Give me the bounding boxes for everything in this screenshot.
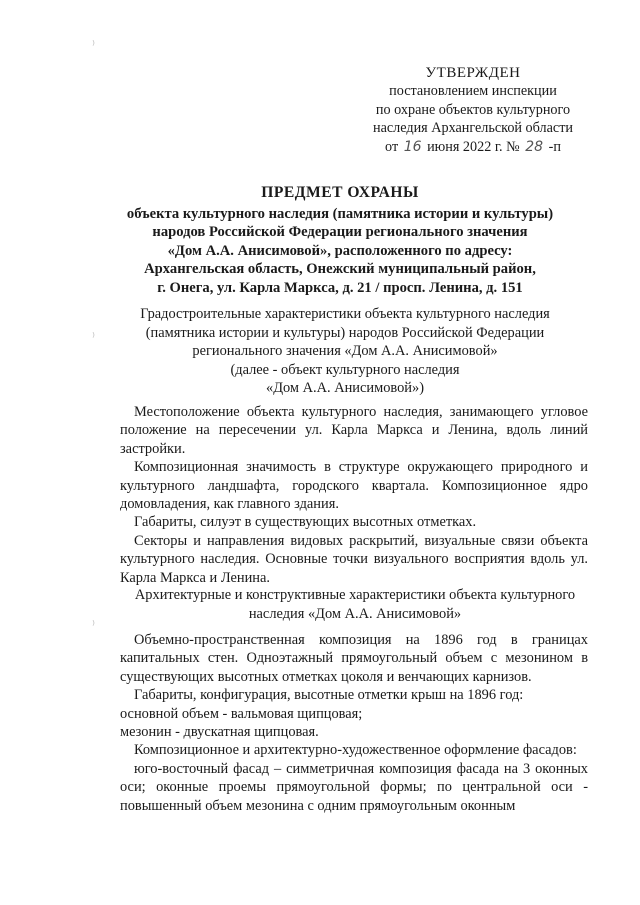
- title-main: ПРЕДМЕТ ОХРАНЫ: [261, 184, 419, 201]
- approval-line: по охране объектов культурного: [375, 101, 571, 118]
- paragraph: Секторы и направления видовых раскрытий, визуальные связи объекта культурного наследия. Основные точки визуального восприятия вдоль ул. Карла Маркса и Ленина.: [120, 532, 588, 586]
- date-middle: июня 2022 г. №: [427, 138, 520, 155]
- approval-heading: УТВЕРЖДЕН: [425, 65, 521, 81]
- title-line: «Дом А.А. Анисимовой», расположенного по адресу:: [167, 242, 513, 259]
- paragraph: мезонин - двускатная щипцовая.: [120, 724, 319, 741]
- approval-block: [358, 64, 588, 156]
- paragraph: Габариты, силуэт в существующих высотных отметках.: [134, 514, 477, 531]
- paragraph: Объемно-пространственная композиция на 1896 год в границах капитальных стен. Одноэтажный прямоугольный объем с мезонином в существующих высотных отметках цоколя и венчающих карнизов.: [120, 632, 588, 685]
- section-line: регионального значения «Дом А.А. Анисимовой»: [192, 343, 498, 360]
- section-heading-urban: [110, 305, 580, 398]
- section-line: Градостроительные характеристики объекта культурного наследия: [140, 306, 550, 322]
- paragraph: основной объем - вальмовая щипцовая;: [120, 705, 363, 722]
- paragraph: Композиционная значимость в структуре окружающего природного и культурного ландшафта, городского квартала. Композиционное ядро домовладения, как главного здания.: [120, 459, 588, 513]
- section-line: (далее - объект культурного наследия: [230, 361, 460, 378]
- scan-mark: ⁾: [92, 618, 95, 632]
- date-suffix: -п: [548, 138, 561, 155]
- paragraph: Композиционное и архитектурно-художественное оформление фасадов:: [134, 742, 577, 759]
- approval-line: наследия Архангельской области: [372, 120, 573, 137]
- handwritten-number: 28: [525, 138, 544, 155]
- section-line: Архитектурные и конструктивные характеристики объекта культурного: [134, 587, 576, 603]
- paragraph: Местоположение объекта культурного наследия, занимающего угловое положение на пересечении ул. Карла Маркса и Ленина, вдоль линий застройки.: [120, 404, 588, 457]
- paragraph: Габариты, конфигурация, высотные отметки крыш на 1896 год:: [134, 687, 524, 704]
- section-heading-architecture: [120, 586, 590, 623]
- body-text-architecture: [120, 631, 588, 815]
- section-line: наследия «Дом А.А. Анисимовой»: [248, 605, 462, 622]
- document-title: [100, 184, 580, 298]
- title-line: Архангельская область, Онежский муниципальный район,: [144, 261, 536, 278]
- body-text-urban: [120, 403, 588, 587]
- title-line: г. Онега, ул. Карла Маркса, д. 21 / просп. Ленина, д. 151: [157, 279, 523, 296]
- section-line: (памятника истории и культуры) народов Российской Федерации: [145, 324, 545, 341]
- title-line: объекта культурного наследия (памятника истории и культуры): [126, 205, 554, 222]
- approval-date-line: [358, 138, 588, 156]
- paragraph: юго-восточный фасад – симметричная композиция фасада на 3 оконных оси; оконные проемы прямоугольной формы; по центральной оси - повышенный объем мезонина с одним прямоугольным оконным: [120, 760, 588, 814]
- scan-mark: ⁾: [92, 38, 95, 52]
- date-prefix: от: [385, 138, 399, 155]
- handwritten-day: 16: [403, 138, 422, 155]
- scan-mark: ⁾: [92, 330, 95, 344]
- section-line: «Дом А.А. Анисимовой»): [266, 380, 424, 397]
- approval-line: постановлением инспекции: [389, 83, 557, 100]
- title-line: народов Российской Федерации регионального значения: [152, 224, 528, 241]
